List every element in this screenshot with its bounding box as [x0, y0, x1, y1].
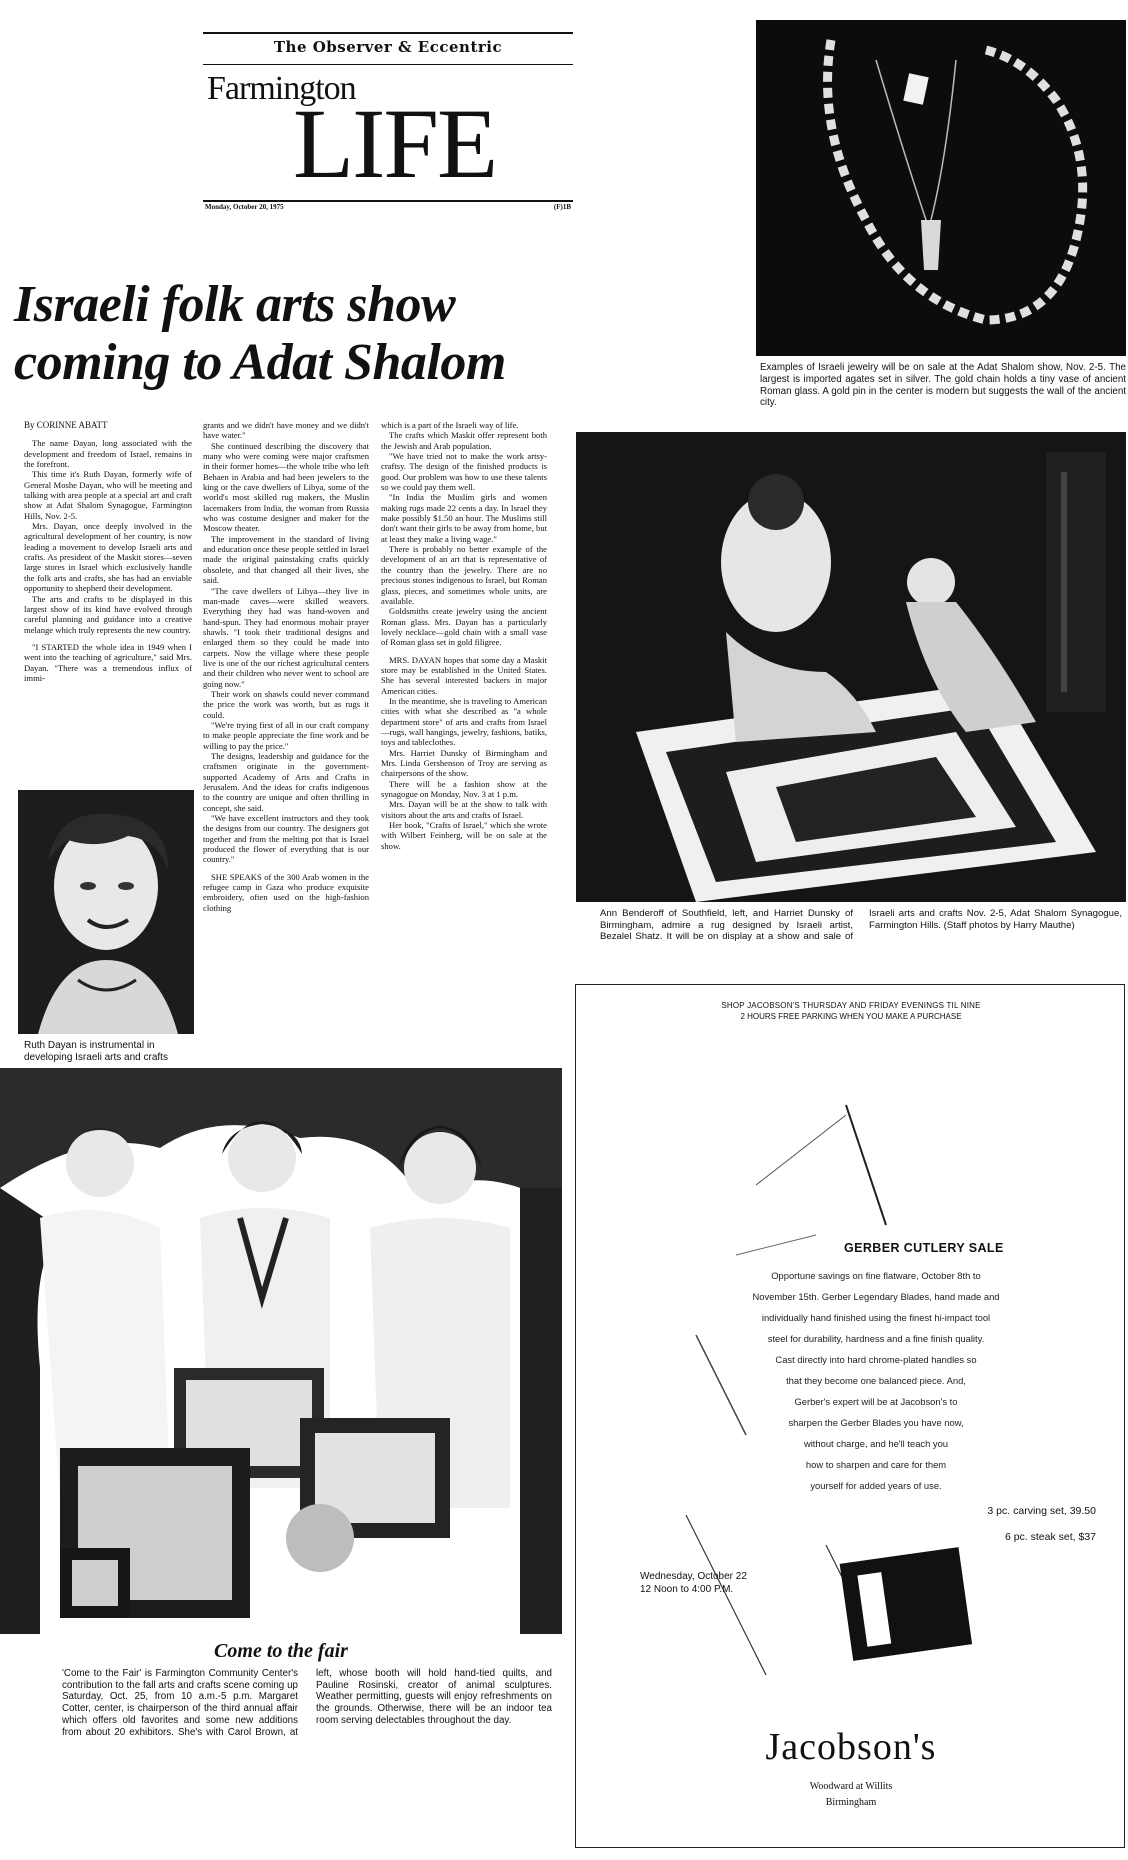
portrait-photo	[18, 790, 194, 1034]
ad-body-line: individually hand finished using the finest hi-impact tool	[761, 1312, 991, 1323]
store-address-1: Woodward at Willits	[809, 1781, 893, 1792]
rug-caption	[600, 908, 1122, 943]
article-column-1	[24, 420, 192, 683]
paragraph: Mrs. Dayan will be at the show to talk with visitors about the arts and crafts of Israel.	[381, 799, 547, 820]
paragraph: "I STARTED the whole idea in 1949 when I went into the teaching of agriculture," said Mrs. Dayan. "There was a tremendous influx of immi-	[24, 641, 192, 683]
fair-caption-text: 'Come to the Fair' is Farmington Community Center's contribution to the fall arts and crafts scene coming up Saturday, Oct. 25, from 10 a.m.-5 p.m. Margaret Cotter, center, is chairperson of the third annual affair which offers old favorites and some new additions from about 20 exhibitors. She's with Carol Brown, at left, whose booth will hold hand-tied quilts, and Pauline Rosinski, creator of animal sculptures. Weather permitting, guests will enjoy refreshments on the grounds. Otherwise, there will be an indoor tea room serving delectables throughout the day.	[62, 1668, 552, 1738]
jewelry-photo	[756, 20, 1126, 356]
dateline: Monday, October 20, 1975	[205, 203, 284, 211]
ad-body-line: yourself for added years of use.	[810, 1480, 942, 1491]
paper-name: The Observer & Eccentric	[273, 38, 503, 56]
fair-caption	[62, 1668, 552, 1738]
store-address-2: Birmingham	[825, 1797, 877, 1808]
paragraph: "We're trying first of all in our craft company to make people appreciate the fine work and be willing to pay the price."	[203, 719, 369, 751]
paragraph: She continued describing the discovery that many who were coming were major craftsmen in their former homes—the whole tribe who left Behaen in Arabia and had been jewelers to the king or the cave dwellers of Libya, some of the world's most skilled rug makers, the Muslin lacemakers from India, the woman from Russia who was costume designer and maker for the Moscow theater.	[203, 440, 369, 534]
paragraph: Mrs. Harriet Dunsky of Birmingham and Mrs. Linda Gershenson of Troy are serving as chairpersons of the show.	[381, 747, 547, 779]
paragraph: Their work on shawls could never command the price the work was worth, but as rugs it could.	[203, 688, 369, 720]
rug-caption-text: Ann Benderoff of Southfield, left, and Harriet Dunsky of Birmingham, admire a rug designed by Israeli artist, Bezalel Shatz. It will be on display at a show and sale of Israeli arts and crafts Nov. 2-5, Adat Shalom Synagogue, Farmington Hills. (Staff photos by Harry Mauthe)	[600, 908, 1122, 943]
section-title-small: Farmington	[207, 70, 356, 107]
headline	[14, 276, 574, 392]
store-logo: Jacobson's	[765, 1726, 937, 1768]
article-column-2	[203, 420, 369, 913]
paragraph: MRS. DAYAN hopes that some day a Maskit store may be established in the United States. She has several interested backers in major American cities.	[381, 654, 547, 696]
page-number: (F)1B	[553, 203, 571, 211]
ad-body-line: Cast directly into hard chrome-plated handles so	[775, 1354, 977, 1365]
ad-event-time: 12 Noon to 4:00 P.M.	[640, 1584, 734, 1595]
masthead	[203, 28, 573, 218]
paragraph: The arts and crafts to be displayed in this largest show of its kind have evolved through careful planning and guidance into a creative melange which truly represents the new country.	[24, 593, 192, 635]
ad-body-line: November 15th. Gerber Legendary Blades, hand made and	[752, 1291, 1000, 1302]
paragraph: The improvement in the standard of living and education once these people settled in Israel made the original painstaking crafts quickly obsolete, and that changed all their lives, she said.	[203, 533, 369, 586]
rug-image	[576, 432, 1126, 902]
fair-title: Come to the fair	[214, 1640, 348, 1662]
portrait-image	[18, 790, 194, 1034]
ad-price-1: 3 pc. carving set, 39.50	[987, 1505, 1096, 1517]
ad-body-line: steel for durability, hardness and a fine finish quality.	[767, 1333, 985, 1344]
paragraph: This time it's Ruth Dayan, formerly wife of General Moshe Dayan, who will be meeting and talking with area people at a special art and craft show at Adat Shalom Synagogue, Farmington Hills, Nov. 2-5.	[24, 469, 192, 521]
paragraph: SHE SPEAKS of the 300 Arab women in the refugee camp in Gaza who produce exquisite embroidery, often used on the high-fashion clothing	[203, 871, 369, 913]
paragraph: In the meantime, she is traveling to American cities with what she described as "a whole department store" of arts and crafts from Israel—rugs, wall hangings, jewelry, fashions, batiks, toys and tableclothes.	[381, 695, 547, 748]
ad-body-line: that they become one balanced piece. And,	[786, 1375, 966, 1386]
section-title-big: LIFE	[293, 88, 497, 199]
ad-body-line: sharpen the Gerber Blades you have now,	[788, 1417, 964, 1428]
rug-photo	[576, 432, 1126, 902]
headline-line-1: Israeli folk arts show	[14, 276, 456, 333]
paragraph: The designs, leadership and guidance for the craftsmen originate in the government-supported Academy of Arts and Crafts in Jerusalem. And the ideas for crafts indigenous to the country are unique and often thrilling in concept, she said.	[203, 751, 369, 813]
paragraph: "We have excellent instructors and they took the designs from our country. The designers got together and from the melting pot that is Israel produced the flower of everything that is our country."	[203, 813, 369, 865]
ad-price-2: 6 pc. steak set, $37	[1004, 1531, 1096, 1543]
jewelry-caption: Examples of Israeli jewelry will be on sale at the Adat Shalom show, Nov. 2-5. The largest is imported agates set in silver. The gold chain holds a tiny vase of ancient Roman glass. A gold pin in the center is modern but suggests the wall of the ancient city.	[760, 362, 1126, 409]
paragraph: Mrs. Dayan, once deeply involved in the agricultural development of her country, is now leading a movement to develop Israeli arts and crafts. As president of the Maskit stores—seven large stores in Israel which exclusively handle the folk arts and crafts, she has had an enviable opportunity to shepherd their development.	[24, 521, 192, 594]
headline-line-2: coming to Adat Shalom	[14, 334, 506, 391]
paragraph: "In India the Muslim girls and women making rugs made 22 cents a day. In Israel they make possibly $1.50 an hour. The Muslims still don't want their girls to be away from home, but at least they make a living wage."	[381, 492, 547, 544]
ad-body-line: without charge, and he'll teach you	[803, 1438, 949, 1449]
byline: By CORINNE ABATT	[24, 420, 108, 430]
paragraph: Goldsmiths create jewelry using the ancient Roman glass. Mrs. Dayan has a particularly lovely necklace—gold chain with a small vase of Roman glass set in gold filigree.	[381, 606, 547, 648]
paragraph: Her book, "Crafts of Israel," which she wrote with Wilbert Feinberg, will be on sale at the show.	[381, 820, 547, 851]
paragraph: The name Dayan, long associated with the development and freedom of Israel, remains in the forefront.	[24, 438, 192, 470]
ad-title: GERBER CUTLERY SALE	[844, 1241, 1004, 1255]
paragraph: The crafts which Maskit offer represent both the Jewish and Arab population.	[381, 430, 547, 451]
ad-top-line-1: SHOP JACOBSON'S THURSDAY AND FRIDAY EVENINGS TIL NINE	[721, 1001, 981, 1010]
paragraph: "The cave dwellers of Libya—they live in man-made caves—were skilled weavers. Everything they had was hand-woven and hand-spun. They had enormous mohair prayer shawls. "I took their traditional designs and enlarged them so they could be made into carpets. Now the village where these people live is one of the our richest agricultural centers and their children who never went to school are going now."	[203, 585, 369, 689]
ad-body	[666, 1265, 1086, 1496]
ad-body-line: Gerber's expert will be at Jacobson's to	[794, 1396, 958, 1407]
paragraph: "We have tried not to make the work artsy-craftsy. The design of the finished products is good. Our problem was how to use these talents so we could pay them well.	[381, 451, 547, 493]
fair-photo	[0, 1068, 562, 1634]
paragraph: grants and we didn't have money and we didn't have water."	[203, 420, 369, 441]
ad-body-line: Opportune savings on fine flatware, October 8th to	[771, 1270, 981, 1281]
paragraph: There will be a fashion show at the synagogue on Monday, Nov. 3 at 1 p.m.	[381, 778, 547, 800]
ad-body-line: how to sharpen and care for them	[805, 1459, 947, 1470]
portrait-caption: Ruth Dayan is instrumental in developing Israeli arts and crafts	[24, 1040, 168, 1063]
paragraph: There is probably no better example of the development of an art that is representative of the country than the jewelry. There are no precious stones indigenous to Israel, but Roman glass, pieces, and sometimes whole units, are available.	[381, 544, 547, 606]
ad-event-date: Wednesday, October 22	[640, 1571, 747, 1582]
paragraph: which is a part of the Israeli way of life.	[381, 420, 519, 430]
jewelry-image	[756, 20, 1126, 356]
ad-top-line-2: 2 HOURS FREE PARKING WHEN YOU MAKE A PURCHASE	[740, 1012, 962, 1021]
jacobsons-ad	[575, 984, 1125, 1848]
article-column-3	[381, 420, 547, 851]
fair-image	[0, 1068, 562, 1634]
